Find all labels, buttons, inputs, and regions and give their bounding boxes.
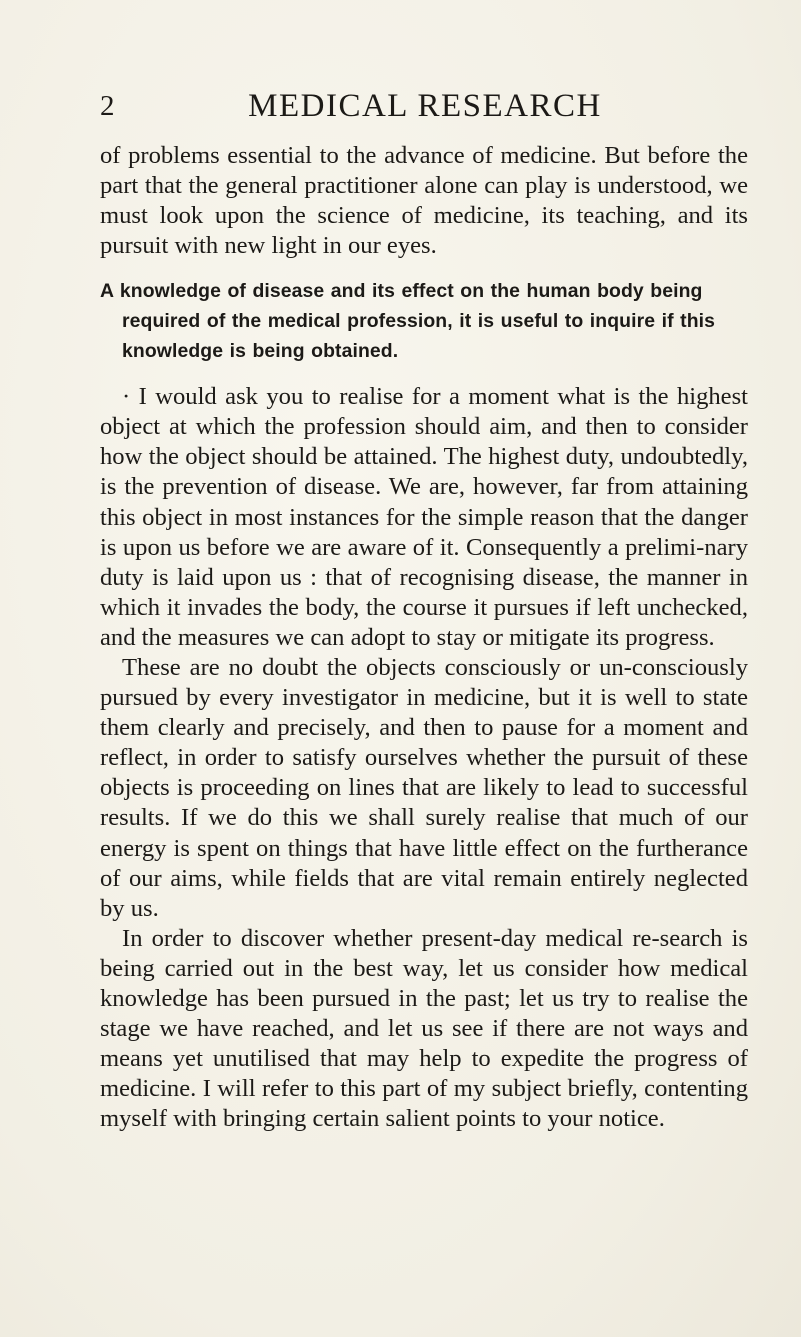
paragraph-continuation: of problems essential to the advance of medicine. But before the part that the general practitioner alone can play is understood, we must look upon the science of medicine, its teaching, and its pursuit with new light in our eyes. <box>100 142 748 260</box>
page-number: 2 <box>100 90 116 122</box>
paragraph-highest-object: · I would ask you to realise for a moment what is the highest object at which the profession should aim, and then to consider how the object should be attained. The highest duty, undoubtedly, is the prevention of disease. We are, however, far from attaining this object in most instances for the simple reason that the danger is upon us before we are aware of it. Consequently a prelimi-nary duty is laid upon us : that of recognising disease, the manner in which it invades the body, the course it pursues if left unchecked, and the measures we can adopt to stay or mitigate its progress. <box>100 383 748 651</box>
paragraph-present-day-research: In order to discover whether present-day medical re-search is being carried out in the best way, let us consider how medical knowledge has been pursued in the past; let us try to realise the stage we have reached, and let us see if there are not ways and means yet unutilised that may help to expedite the progress of medicine. I will refer to this part of my subject briefly, contenting myself with bringing certain salient points to your notice. <box>100 924 748 1133</box>
running-title: MEDICAL RESEARCH <box>248 88 602 124</box>
body-text <box>100 141 748 1135</box>
paragraph-objects-pursued: These are no doubt the objects consciously or un-consciously pursued by every investigator in medicine, but it is well to state them clearly and precisely, and then to pause for a moment and reflect, in order to satisfy ourselves whether the pursuit of these objects is proceeding on lines that are likely to lead to successful results. If we do this we shall surely realise that much of our energy is spent on things that have little effect on the furtherance of our aims, while fields that are vital remain entirely neglected by us. <box>100 654 748 922</box>
side-note-summary: A knowledge of disease and its effect on the human body being required of the medical profession, it is useful to inquire if this knowledge is being obtained. <box>100 280 716 362</box>
running-head <box>100 88 750 132</box>
